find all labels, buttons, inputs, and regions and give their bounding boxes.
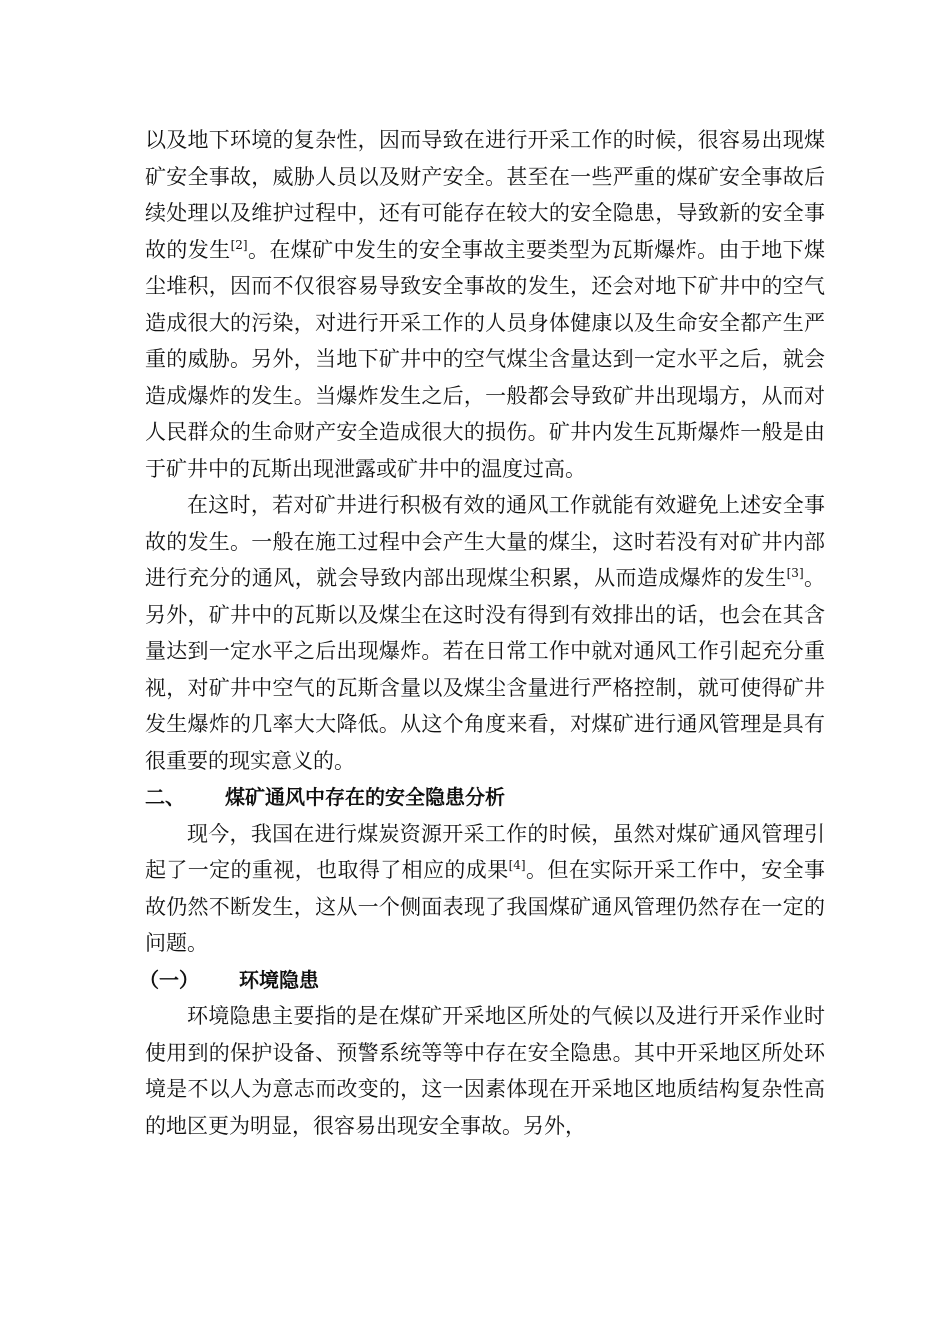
paragraph-2-text-a: 在这时，若对矿井进行积极有效的通风工作就能有效避免上述安全事故的发生。一般在施工过程中会产生大量的煤尘，这时若没有对矿井内部进行充分的通风，就会导致内部出现煤尘积累，从而造成爆炸的发生 bbox=[145, 493, 825, 590]
paragraph-4-text: 环境隐患主要指的是在煤矿开采地区所处的气候以及进行开采作业时使用到的保护设备、预警系统等等中存在安全隐患。其中开采地区所处环境是不以人为意志而改变的，这一因素体现在开采地区地质结构复杂性高的地区更为明显，很容易出现安全事故。另外， bbox=[145, 1004, 825, 1138]
paragraph-3-text-b: 。但在实际开采工作中，安全事故仍然不断发生，这从一个侧面表现了我国煤矿通风管理仍然存在一定的问题。 bbox=[145, 858, 826, 955]
paragraph-4 bbox=[145, 998, 825, 1144]
paragraph-1 bbox=[145, 122, 825, 487]
paragraph-1-text-b: 。在煤矿中发生的安全事故主要类型为瓦斯爆炸。由于地下煤尘堆积，因而不仅很容易导致安全事故的发生，还会对地下矿井中的空气造成很大的污染，对进行开采工作的人员身体健康以及生命安全都产生严重的威胁。另外，当地下矿井中的空气煤尘含量达到一定水平之后，就会造成爆炸的发生。当爆炸发生之后，一般都会导致矿井出现塌方，从而对人民群众的生命财产安全造成很大的损伤。矿井内发生瓦斯爆炸一般是由于矿井中的瓦斯出现泄露或矿井中的温度过高。 bbox=[145, 237, 826, 481]
subsection-title: 环境隐患 bbox=[239, 967, 319, 992]
paragraph-2 bbox=[145, 487, 825, 779]
paragraph-3-text-a: 现今，我国在进行煤炭资源开采工作的时候，虽然对煤矿通风管理引起了一定的重视，也取得了相应的成果 bbox=[145, 821, 825, 882]
paragraph-2-text-b: 。另外，矿井中的瓦斯以及煤尘在这时没有得到有效排出的话，也会在其含量达到一定水平之后出现爆炸。若在日常工作中就对通风工作引起充分重视，对矿井中空气的瓦斯含量以及煤尘含量进行严格控制，就可使得矿井发生爆炸的几率大大降低。从这个角度来看，对煤矿进行通风管理是具有很重要的现实意义的。 bbox=[145, 566, 826, 773]
citation-3: [3] bbox=[786, 566, 804, 580]
document-body bbox=[139, 122, 826, 1144]
section-heading-2 bbox=[145, 779, 825, 816]
paragraph-3 bbox=[145, 816, 825, 962]
citation-4: [4] bbox=[508, 858, 526, 872]
subsection-heading-1 bbox=[139, 962, 825, 999]
paragraph-1-text-a: 以及地下环境的复杂性，因而导致在进行开采工作的时候，很容易出现煤矿安全事故，威胁人员以及财产安全。甚至在一些严重的煤矿安全事故后续处理以及维护过程中，还有可能存在较大的安全隐患，导致新的安全事故的发生 bbox=[145, 128, 825, 262]
section-number: 二、 bbox=[145, 785, 185, 809]
subsection-number: （一） bbox=[139, 967, 199, 992]
section-title: 煤矿通风中存在的安全隐患分析 bbox=[225, 785, 505, 809]
citation-2: [2] bbox=[230, 237, 248, 252]
